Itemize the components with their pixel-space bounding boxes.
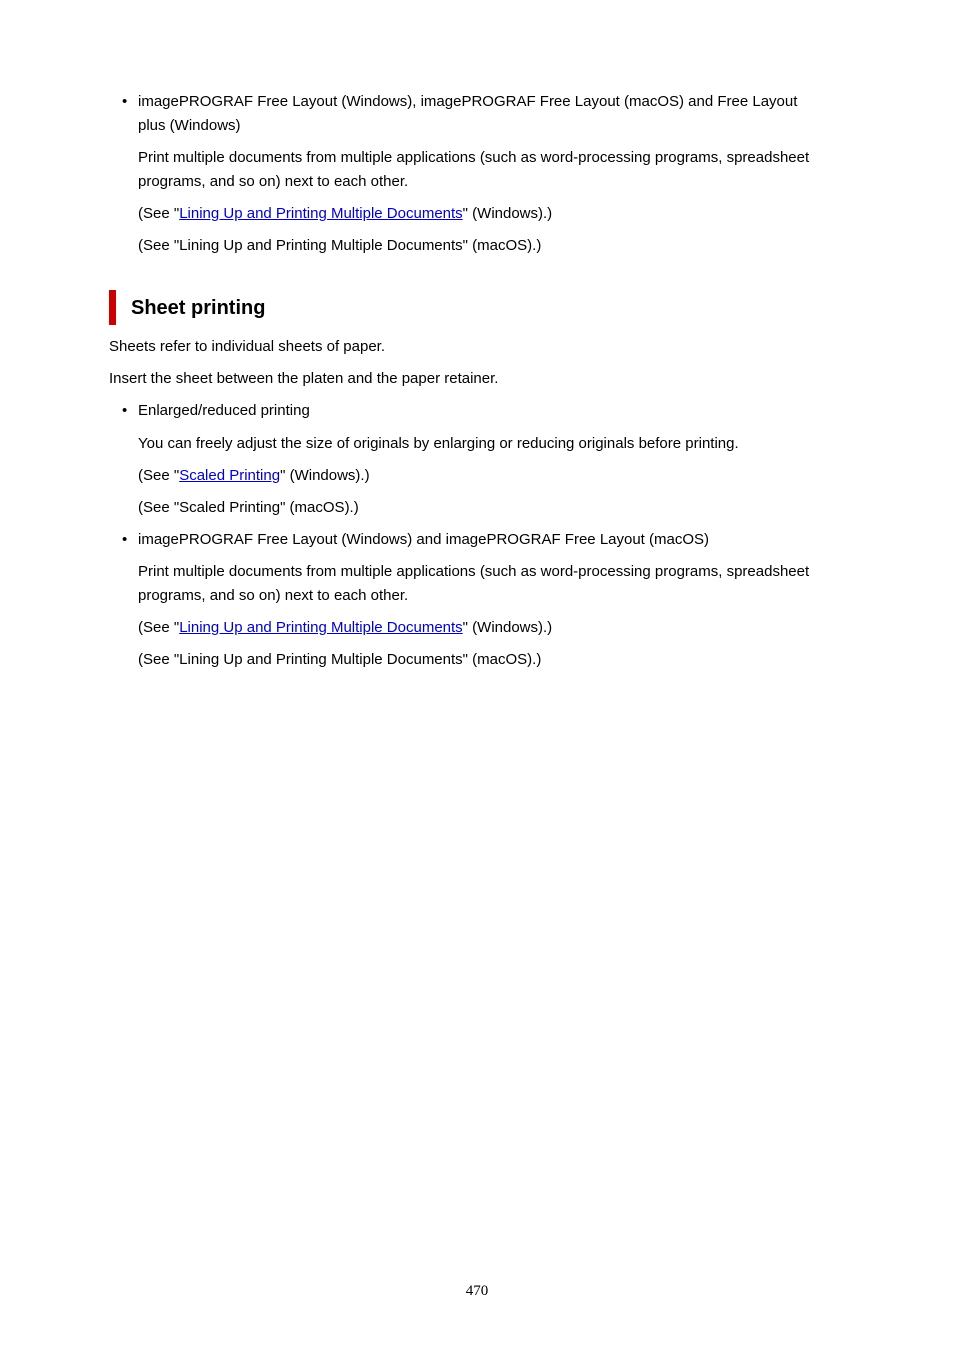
section-heading-sheet-printing: Sheet printing <box>131 297 266 319</box>
bullet-title-enlarged-reduced: Enlarged/reduced printing <box>138 402 310 419</box>
bullet-description-cont: programs, and so on) next to each other. <box>138 173 409 190</box>
see-suffix: " (Windows).) <box>462 619 553 636</box>
bullet-marker: • <box>122 531 128 548</box>
paragraph-insert-sheet: Insert the sheet between the platen and the paper retainer. <box>109 370 499 387</box>
link-scaled-printing-windows[interactable]: Scaled Printing <box>179 467 281 484</box>
bullet-title-free-layout-plus: imagePROGRAF Free Layout (Windows), imagePROGRAF Free Layout (macOS) and Free Layout <box>138 93 798 110</box>
see-reference-windows <box>138 204 552 224</box>
bullet-description: Print multiple documents from multiple applications (such as word-processing programs, spreadsheet <box>138 563 810 580</box>
bullet-description-cont: programs, and so on) next to each other. <box>138 587 409 604</box>
paragraph-sheets-intro: Sheets refer to individual sheets of paper. <box>109 338 386 355</box>
see-reference-macos: (See "Lining Up and Printing Multiple Documents" (macOS).) <box>138 651 542 668</box>
bullet-description: Print multiple documents from multiple applications (such as word-processing programs, spreadsheet <box>138 149 810 166</box>
see-prefix: (See " <box>138 619 180 636</box>
heading-accent-bar <box>109 290 116 325</box>
see-reference-macos: (See "Lining Up and Printing Multiple Documents" (macOS).) <box>138 237 542 254</box>
see-prefix: (See " <box>138 205 180 222</box>
page-number: 470 <box>465 1283 489 1299</box>
bullet-title-free-layout-plus-cont: plus (Windows) <box>138 117 241 134</box>
bullet-description: You can freely adjust the size of originals by enlarging or reducing originals before printing. <box>138 435 739 452</box>
bullet-marker: • <box>122 402 128 419</box>
bullet-title-free-layout: imagePROGRAF Free Layout (Windows) and imagePROGRAF Free Layout (macOS) <box>138 531 710 548</box>
see-suffix: " (Windows).) <box>280 467 370 484</box>
see-reference-windows <box>138 618 552 638</box>
see-prefix: (See " <box>138 467 180 484</box>
see-reference-windows <box>138 466 370 486</box>
see-reference-macos: (See "Scaled Printing" (macOS).) <box>138 499 359 516</box>
bullet-marker: • <box>122 93 128 110</box>
link-lining-up-printing-windows-2[interactable]: Lining Up and Printing Multiple Documents <box>179 619 463 636</box>
link-lining-up-printing-windows[interactable]: Lining Up and Printing Multiple Documents <box>179 205 463 222</box>
see-suffix: " (Windows).) <box>462 205 553 222</box>
